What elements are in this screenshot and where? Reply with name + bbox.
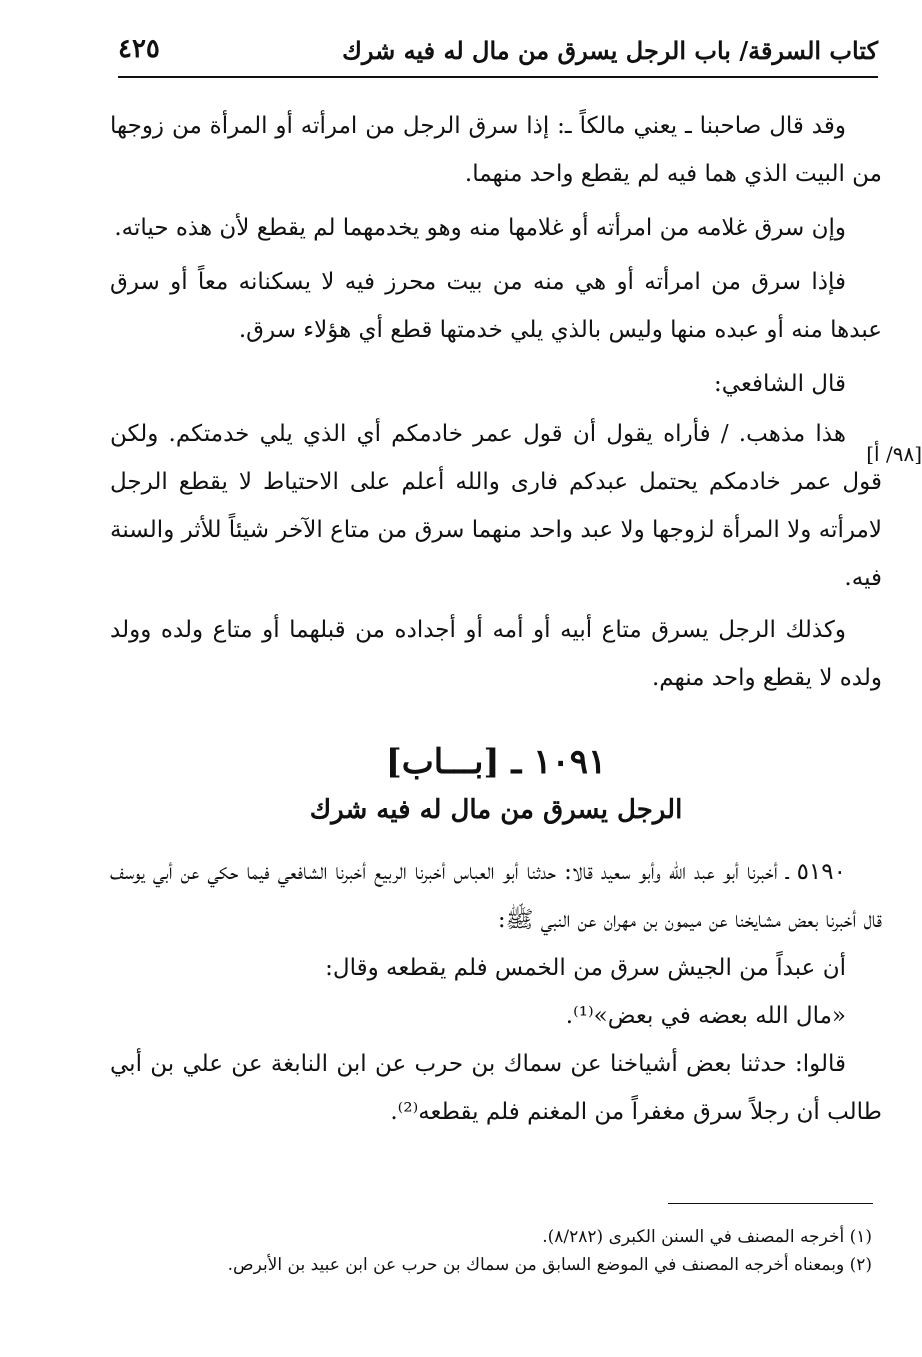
paragraph-2: وإن سرق غلامه من امرأته أو غلامها منه وهو يخدمهما لم يقطع لأن هذه حياته.	[114, 215, 846, 241]
footnotes	[120, 1223, 872, 1279]
paragraph-1: وقد قال صاحبنا ـ يعني مالكاً ـ: إذا سرق الرجل من امرأته أو المرأة من زوجها من البيت الذي هما فيه لم يقطع واحد منهما.	[110, 113, 882, 187]
page-header	[118, 30, 878, 78]
footnote-2: (٢) وبمعناه أخرجه المصنف في الموضع السابق من سماك بن حرب عن ابن عبيد بن الأبرص.	[227, 1255, 872, 1275]
manuscript-folio-marker: [٩٨/ أ]	[866, 442, 922, 466]
chapter-heading: ١٠٩١ ـ [بـــاب]	[385, 742, 607, 782]
hadith-chain: ٥١٩٠ ـ أخبرنا أبو عبد الله وأبو سعيد قالا: حدثنا أبو العباس أخبرنا الربيع أخبرنا الشافعي فيما حكي عن أبي يوسف قال أخبرنا بعض مشايخنا عن ميمون بن مهران عن النبي ﷺ:	[110, 859, 882, 933]
hadith-matn: أن عبداً من الجيش سرق من الخمس فلم يقطعه وقال:	[325, 955, 846, 981]
paragraph-4: قال الشافعي:	[714, 371, 846, 397]
footnote-1: (١) أخرجه المصنف في السنن الكبرى (٨/٢٨٢).	[542, 1227, 872, 1247]
header-rule	[118, 76, 878, 78]
paragraph-5: هذا مذهب. / فأراه يقول أن قول عمر خادمكم أي الذي يلي خدمتكم. ولكن قول عمر خادمكم يحتمل عبدكم فارى والله أعلم على الاحتياط لا يقطع الرجل لامرأته ولا المرأة لزوجها ولا عبد واحد منهما سرق من متاع الآخر شيئاً للأثر والسنة فيه.	[110, 421, 882, 591]
chapter-subheading: الرجل يسرق من مال له فيه شرك	[309, 795, 683, 825]
main-text	[110, 102, 882, 702]
paragraph-3: فإذا سرق من امرأته أو هي منه من بيت محرز فيه لا يسكنانه معاً أو سرق عبدها منه أو عبده منها وليس بالذي يلي خدمتها قطع أي هؤلاء سرق.	[110, 269, 882, 343]
paragraph-6: وكذلك الرجل يسرق متاع أبيه أو أمه أو أجداده من قبلهما أو متاع ولده وولد ولده لا يقطع واحد منهم.	[110, 617, 882, 691]
running-title: كتاب السرقة/ باب الرجل يسرق من مال له فيه شرك	[342, 36, 878, 65]
hadith-report: قالوا: حدثنا بعض أشياخنا عن سماك بن حرب عن ابن النابغة عن علي بن أبي طالب أن رجلاً سرق مغفراً من المغنم فلم يقطعه⁽²⁾.	[110, 1051, 882, 1125]
page-number: ٤٢٥	[118, 34, 160, 64]
hadith-text	[110, 848, 882, 1136]
hadith-quote: «مال الله بعضه في بعض»⁽¹⁾.	[565, 1003, 846, 1029]
footnote-rule	[668, 1203, 873, 1204]
